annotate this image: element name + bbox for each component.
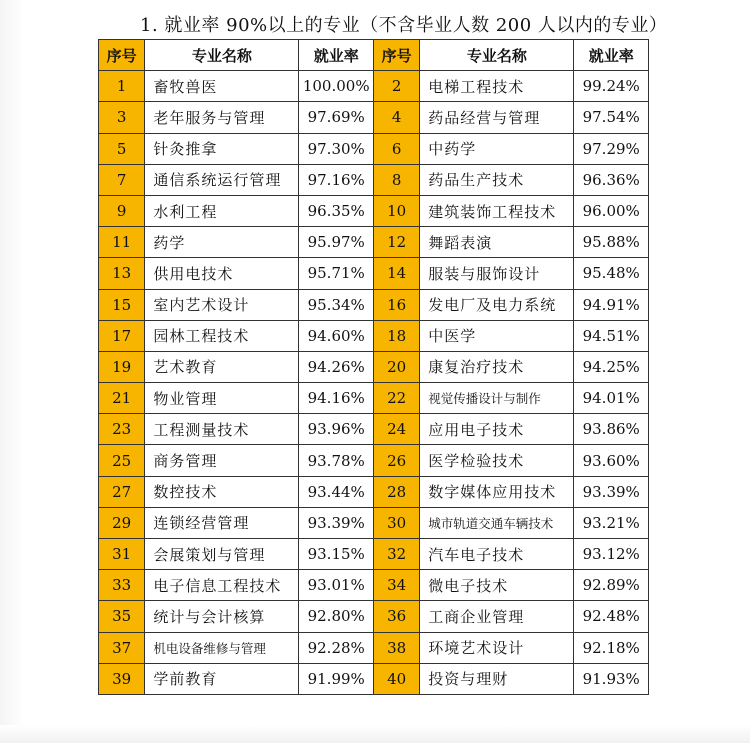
major-index-right: 24 [373, 414, 419, 445]
major-name-right: 服装与服饰设计 [420, 258, 574, 289]
major-name-right: 视觉传播设计与制作 [420, 383, 574, 414]
major-index-left: 1 [99, 71, 145, 102]
table-row [99, 71, 649, 102]
employment-rate-right: 97.29% [574, 133, 649, 164]
major-name-left: 学前教育 [145, 663, 299, 694]
table-row [99, 258, 649, 289]
major-index-right: 20 [373, 351, 419, 382]
major-index-left: 29 [99, 507, 145, 538]
employment-rate-right: 93.39% [574, 476, 649, 507]
employment-rate-right: 94.01% [574, 383, 649, 414]
table-row [99, 476, 649, 507]
major-index-left: 31 [99, 539, 145, 570]
major-index-left: 27 [99, 476, 145, 507]
employment-rate-left: 94.16% [299, 383, 374, 414]
major-index-right: 32 [373, 539, 419, 570]
major-name-right: 电梯工程技术 [420, 71, 574, 102]
table-row [99, 133, 649, 164]
major-name-left: 连锁经营管理 [145, 507, 299, 538]
major-name-left: 工程测量技术 [145, 414, 299, 445]
table-row [99, 570, 649, 601]
table-row [99, 164, 649, 195]
employment-rate-right: 93.60% [574, 445, 649, 476]
major-index-right: 10 [373, 195, 419, 226]
major-index-left: 23 [99, 414, 145, 445]
header-name-left: 专业名称 [145, 40, 299, 71]
table-row [99, 289, 649, 320]
section-title: 1. 就业率 90%以上的专业（不含毕业人数 200 人以内的专业） [140, 15, 668, 36]
table-row [99, 663, 649, 694]
major-index-right: 34 [373, 570, 419, 601]
employment-rate-right: 92.89% [574, 570, 649, 601]
employment-rate-left: 93.44% [299, 476, 374, 507]
major-name-right: 舞蹈表演 [420, 227, 574, 258]
major-index-right: 14 [373, 258, 419, 289]
major-name-left: 商务管理 [145, 445, 299, 476]
table-body [99, 71, 649, 695]
employment-rate-right: 97.54% [574, 102, 649, 133]
table-row [99, 632, 649, 663]
table-row [99, 102, 649, 133]
major-name-right: 微电子技术 [420, 570, 574, 601]
major-name-left: 机电设备维修与管理 [145, 632, 299, 663]
employment-rate-right: 93.12% [574, 539, 649, 570]
major-name-right: 城市轨道交通车辆技术 [420, 507, 574, 538]
header-index-left: 序号 [99, 40, 145, 71]
page-left-shadow [0, 0, 24, 743]
major-name-right: 药品经营与管理 [420, 102, 574, 133]
major-index-right: 26 [373, 445, 419, 476]
employment-rate-left: 94.26% [299, 351, 374, 382]
major-index-right: 40 [373, 663, 419, 694]
table-row [99, 227, 649, 258]
major-name-right: 应用电子技术 [420, 414, 574, 445]
employment-rate-right: 95.48% [574, 258, 649, 289]
employment-rate-right: 94.51% [574, 320, 649, 351]
employment-rate-right: 94.25% [574, 351, 649, 382]
employment-rate-left: 96.35% [299, 195, 374, 226]
employment-rate-left: 93.39% [299, 507, 374, 538]
major-index-left: 15 [99, 289, 145, 320]
header-index-right: 序号 [373, 40, 419, 71]
major-name-left: 室内艺术设计 [145, 289, 299, 320]
major-name-left: 物业管理 [145, 383, 299, 414]
employment-rate-right: 93.86% [574, 414, 649, 445]
major-index-left: 25 [99, 445, 145, 476]
employment-rate-left: 93.01% [299, 570, 374, 601]
header-rate-right: 就业率 [574, 40, 649, 71]
major-name-left: 艺术教育 [145, 351, 299, 382]
major-index-left: 7 [99, 164, 145, 195]
employment-rate-right: 96.00% [574, 195, 649, 226]
major-name-right: 发电厂及电力系统 [420, 289, 574, 320]
employment-rate-right: 96.36% [574, 164, 649, 195]
employment-rate-right: 92.48% [574, 601, 649, 632]
employment-rate-right: 95.88% [574, 227, 649, 258]
major-index-right: 16 [373, 289, 419, 320]
major-name-left: 会展策划与管理 [145, 539, 299, 570]
major-name-right: 数字媒体应用技术 [420, 476, 574, 507]
major-index-left: 37 [99, 632, 145, 663]
major-index-right: 12 [373, 227, 419, 258]
employment-rate-left: 97.30% [299, 133, 374, 164]
major-index-right: 8 [373, 164, 419, 195]
major-name-right: 建筑装饰工程技术 [420, 195, 574, 226]
major-index-left: 19 [99, 351, 145, 382]
major-name-left: 园林工程技术 [145, 320, 299, 351]
major-index-left: 33 [99, 570, 145, 601]
major-name-right: 康复治疗技术 [420, 351, 574, 382]
employment-rate-left: 93.15% [299, 539, 374, 570]
employment-rate-right: 92.18% [574, 632, 649, 663]
employment-rate-left: 97.69% [299, 102, 374, 133]
major-name-left: 针灸推拿 [145, 133, 299, 164]
table-row [99, 414, 649, 445]
major-name-left: 统计与会计核算 [145, 601, 299, 632]
major-name-right: 中医学 [420, 320, 574, 351]
employment-rate-right: 91.93% [574, 663, 649, 694]
major-name-left: 畜牧兽医 [145, 71, 299, 102]
employment-rate-left: 92.28% [299, 632, 374, 663]
major-index-right: 30 [373, 507, 419, 538]
major-index-left: 17 [99, 320, 145, 351]
major-name-right: 环境艺术设计 [420, 632, 574, 663]
table-row [99, 507, 649, 538]
major-index-left: 3 [99, 102, 145, 133]
employment-rate-right: 94.91% [574, 289, 649, 320]
employment-rate-left: 93.78% [299, 445, 374, 476]
major-index-left: 9 [99, 195, 145, 226]
major-index-right: 22 [373, 383, 419, 414]
major-index-right: 6 [373, 133, 419, 164]
major-name-right: 汽车电子技术 [420, 539, 574, 570]
major-index-left: 11 [99, 227, 145, 258]
major-name-right: 药品生产技术 [420, 164, 574, 195]
employment-rate-right: 99.24% [574, 71, 649, 102]
employment-rate-left: 94.60% [299, 320, 374, 351]
major-name-right: 医学检验技术 [420, 445, 574, 476]
major-name-left: 水利工程 [145, 195, 299, 226]
major-index-left: 21 [99, 383, 145, 414]
employment-rate-left: 92.80% [299, 601, 374, 632]
major-name-left: 供用电技术 [145, 258, 299, 289]
major-index-left: 13 [99, 258, 145, 289]
major-name-left: 老年服务与管理 [145, 102, 299, 133]
page-bottom-shadow [0, 725, 750, 743]
table-row [99, 445, 649, 476]
header-rate-left: 就业率 [299, 40, 374, 71]
major-name-right: 工商企业管理 [420, 601, 574, 632]
employment-rate-right: 93.21% [574, 507, 649, 538]
table-row [99, 351, 649, 382]
employment-rate-left: 97.16% [299, 164, 374, 195]
employment-rate-left: 95.71% [299, 258, 374, 289]
major-index-right: 36 [373, 601, 419, 632]
employment-rate-left: 100.00% [299, 71, 374, 102]
header-name-right: 专业名称 [420, 40, 574, 71]
major-index-right: 38 [373, 632, 419, 663]
employment-rate-table [98, 39, 649, 695]
table-row [99, 383, 649, 414]
major-index-right: 2 [373, 71, 419, 102]
table-row [99, 539, 649, 570]
table-row [99, 320, 649, 351]
major-name-left: 通信系统运行管理 [145, 164, 299, 195]
major-index-left: 39 [99, 663, 145, 694]
major-index-right: 28 [373, 476, 419, 507]
major-name-right: 中药学 [420, 133, 574, 164]
table-row [99, 601, 649, 632]
employment-rate-left: 91.99% [299, 663, 374, 694]
major-index-left: 5 [99, 133, 145, 164]
major-name-left: 电子信息工程技术 [145, 570, 299, 601]
major-name-left: 药学 [145, 227, 299, 258]
major-index-right: 4 [373, 102, 419, 133]
employment-rate-left: 93.96% [299, 414, 374, 445]
table-row [99, 195, 649, 226]
major-name-left: 数控技术 [145, 476, 299, 507]
major-index-left: 35 [99, 601, 145, 632]
major-index-right: 18 [373, 320, 419, 351]
table-header-row [99, 40, 649, 71]
employment-rate-left: 95.97% [299, 227, 374, 258]
major-name-right: 投资与理财 [420, 663, 574, 694]
employment-rate-left: 95.34% [299, 289, 374, 320]
